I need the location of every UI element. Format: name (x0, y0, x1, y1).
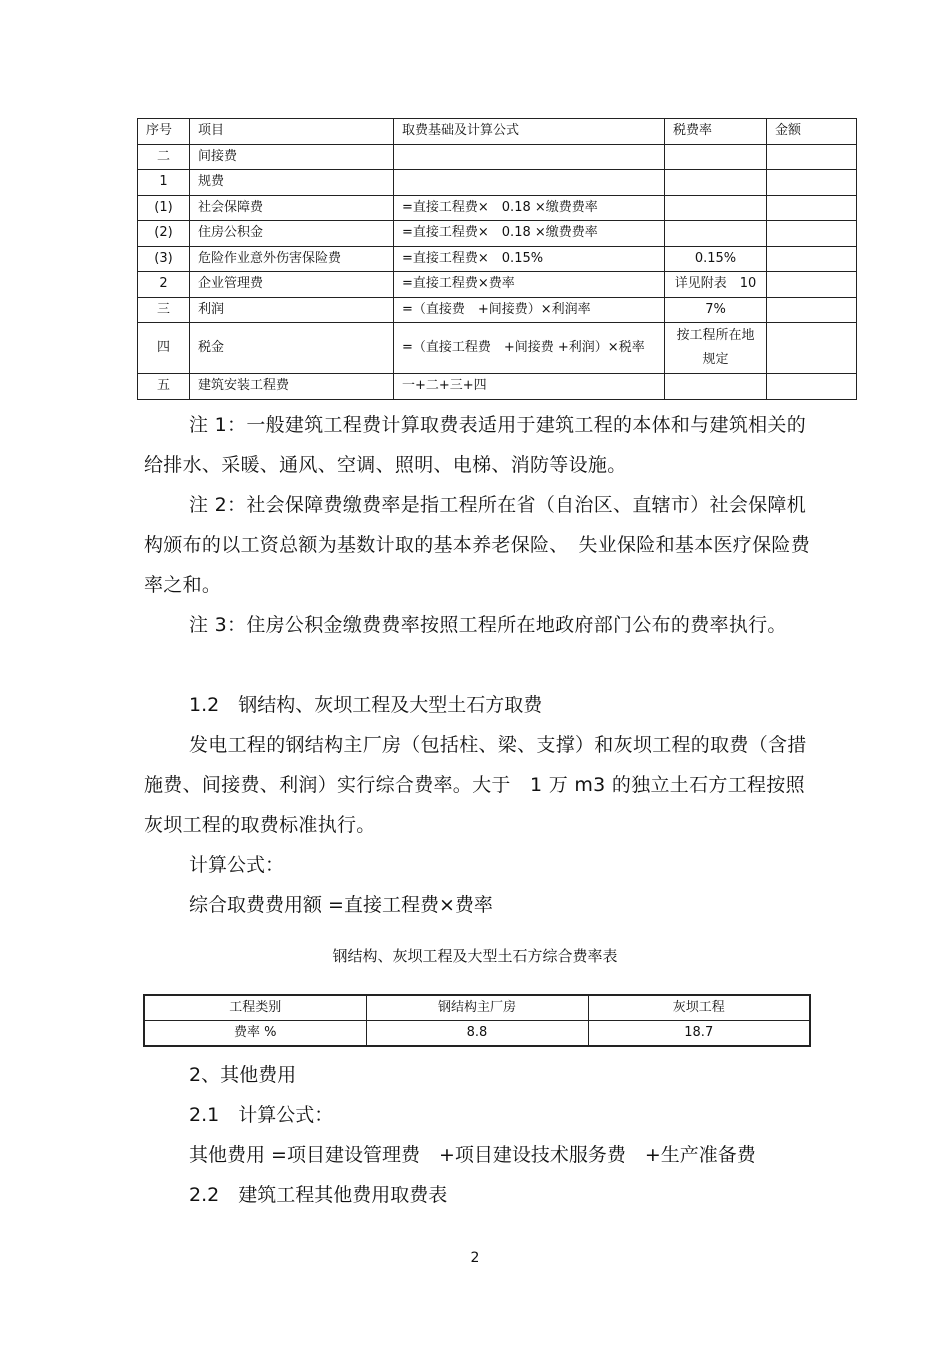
table-row (138, 144, 857, 170)
header-rate: 税费率 (665, 119, 767, 145)
row-no: (1) (138, 195, 190, 221)
composite-rate-table (143, 994, 811, 1047)
row-formula (394, 170, 665, 196)
table-row (138, 170, 857, 196)
row-no: 四 (138, 323, 190, 374)
header-no: 序号 (138, 119, 190, 145)
row-formula (394, 144, 665, 170)
row-amount (767, 170, 857, 196)
row-no: (3) (138, 246, 190, 272)
row-rate (665, 144, 767, 170)
row-rate (665, 221, 767, 247)
row-amount (767, 144, 857, 170)
row-rate: 0.15% (665, 246, 767, 272)
row-rate: 7% (665, 297, 767, 323)
row-formula: =直接工程费× 0.18 ×缴费费率 (394, 195, 665, 221)
row-item: 社会保障费 (190, 195, 394, 221)
table-header-row (138, 119, 857, 145)
header-amount: 金额 (767, 119, 857, 145)
row-item: 企业管理费 (190, 272, 394, 298)
row-no: 三 (138, 297, 190, 323)
row-formula: =（直接费 +间接费）×利润率 (394, 297, 665, 323)
fee-calculation-table (137, 118, 857, 400)
note-3: 注 3：住房公积金缴费费率按照工程所在地政府部门公布的费率执行。 (189, 614, 787, 636)
table-row (144, 1021, 810, 1047)
section-heading-2: 2、其他费用 (189, 1064, 297, 1086)
row-no: 1 (138, 170, 190, 196)
table-header-row (144, 995, 810, 1021)
table-row (138, 297, 857, 323)
row-item: 规费 (190, 170, 394, 196)
rate-ash-dam: 18.7 (588, 1021, 810, 1047)
row-rate (665, 170, 767, 196)
header-category: 工程类别 (144, 995, 366, 1021)
formula-label: 计算公式： (189, 854, 285, 876)
row-amount (767, 195, 857, 221)
row-amount (767, 374, 857, 400)
row-amount (767, 323, 857, 374)
row-formula: =直接工程费×费率 (394, 272, 665, 298)
row-rate: 按工程所在地规定 (665, 323, 767, 374)
header-formula: 取费基础及计算公式 (394, 119, 665, 145)
table-row (138, 246, 857, 272)
row-no: 二 (138, 144, 190, 170)
header-ash-dam: 灰坝工程 (588, 995, 810, 1021)
row-rate (665, 374, 767, 400)
table-row (138, 195, 857, 221)
row-item: 住房公积金 (190, 221, 394, 247)
row-item: 利润 (190, 297, 394, 323)
row-item: 税金 (190, 323, 394, 374)
rate-label: 费率 % (144, 1021, 366, 1047)
table-row (138, 221, 857, 247)
formula-text: 综合取费费用额 =直接工程费×费率 (189, 894, 493, 916)
row-rate: 详见附表 10 (665, 272, 767, 298)
row-item: 危险作业意外伤害保险费 (190, 246, 394, 272)
row-amount (767, 297, 857, 323)
row-no: 2 (138, 272, 190, 298)
section-heading-1-2: 1.2 钢结构、灰坝工程及大型土石方取费 (189, 694, 543, 716)
row-formula: =直接工程费× 0.18 ×缴费费率 (394, 221, 665, 247)
note-1: 注 1：一般建筑工程费计算取费表适用于建筑工程的本体和与建筑相关的给排水、采暖、通风、空调、照明、电梯、消防等设施。 (144, 414, 807, 476)
row-amount (767, 272, 857, 298)
header-item: 项目 (190, 119, 394, 145)
rate-table-caption: 钢结构、灰坝工程及大型土石方综合费率表 (332, 947, 618, 965)
row-formula: =直接工程费× 0.15% (394, 246, 665, 272)
table-row (138, 272, 857, 298)
row-formula: =（直接工程费 +间接费 +利润）×税率 (394, 323, 665, 374)
row-amount (767, 221, 857, 247)
row-no: (2) (138, 221, 190, 247)
table-row (138, 374, 857, 400)
page-number: 2 (470, 1250, 480, 1266)
row-amount (767, 246, 857, 272)
row-item: 间接费 (190, 144, 394, 170)
table-row (138, 323, 857, 374)
section-2-2: 2.2 建筑工程其他费用取费表 (189, 1184, 448, 1206)
rate-steel: 8.8 (366, 1021, 588, 1047)
section-2-1: 2.1 计算公式： (189, 1104, 334, 1126)
section-2-formula: 其他费用 =项目建设管理费 +项目建设技术服务费 +生产准备费 (189, 1144, 756, 1166)
row-item: 建筑安装工程费 (190, 374, 394, 400)
section-1-2-body: 发电工程的钢结构主厂房（包括柱、梁、支撑）和灰坝工程的取费（含措施费、间接费、利润）实行综合费率。大于 1 万 m3 的独立土石方工程按照灰坝工程的取费标准执行。 (144, 734, 807, 836)
note-2: 注 2：社会保障费缴费率是指工程所在省（自治区、直辖市）社会保障机构颁布的以工资总额为基数计取的基本养老保险、 失业保险和基本医疗保险费率之和。 (144, 494, 811, 596)
row-formula: 一+二+三+四 (394, 374, 665, 400)
row-rate (665, 195, 767, 221)
row-no: 五 (138, 374, 190, 400)
header-steel: 钢结构主厂房 (366, 995, 588, 1021)
